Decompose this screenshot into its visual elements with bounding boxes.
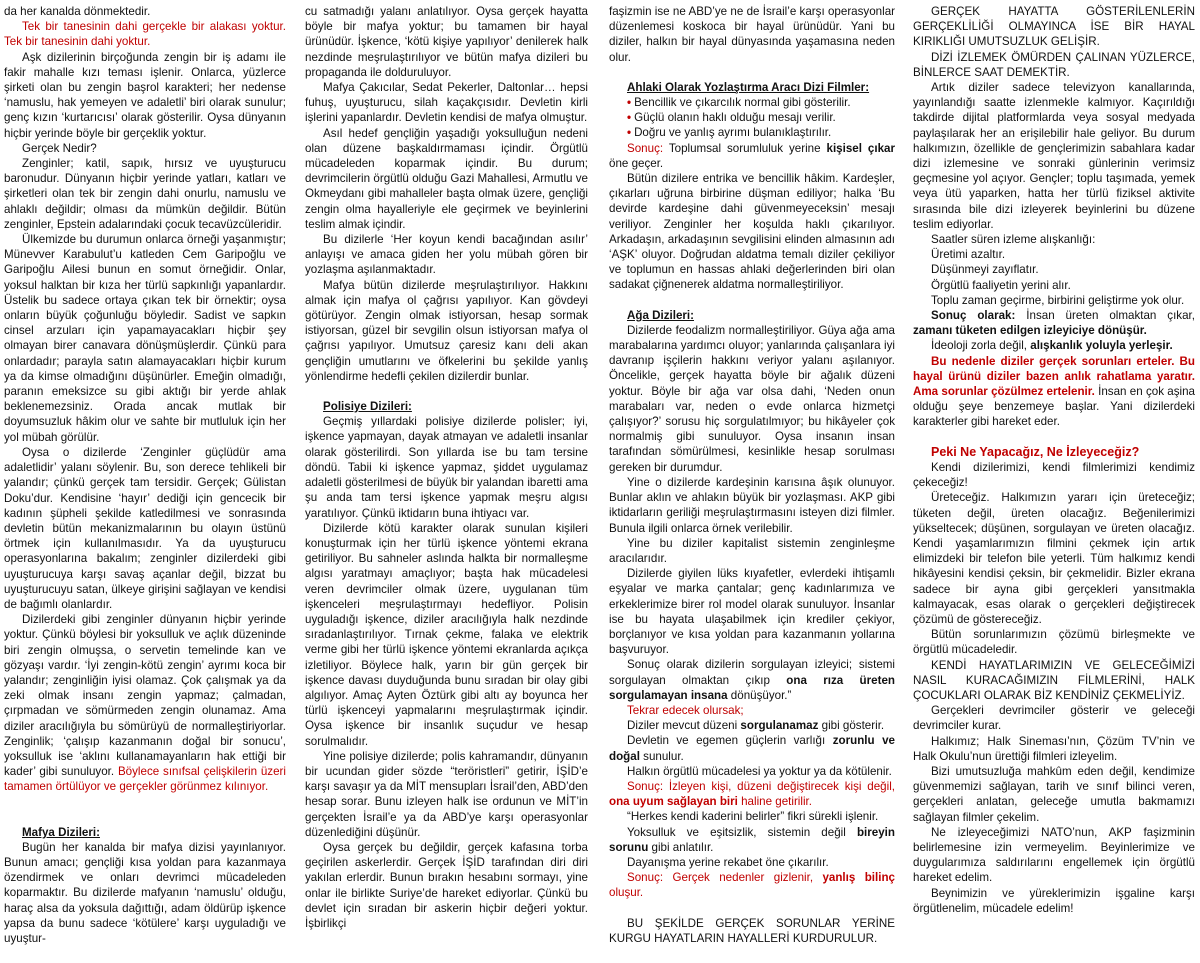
conclusion-text: haline getirilir.: [741, 795, 812, 809]
caps-statement: GERÇEK HAYATTA GÖSTERİLENLERİN GERÇEKLİLİĞİ OLMAYINCA İSE BİR HAYAL KIRIKLIĞI UMUTSUZLUK GELİŞİR.: [913, 5, 1195, 49]
paragraph-text: gibi anlatılır.: [651, 840, 714, 854]
paragraph: Bu dizilerle ‘Her koyun kendi bacağından asılır’ anlayışı ve amaca giden her yolu mübah gören bir yozlaşma aşılanmaktadır.: [305, 233, 588, 277]
paragraph: Ne izleyeceğimizi NATO’nun, AKP faşizminin belirlemesine izin vermeyelim. Beyinlerimize ve duygularımıza saldırılarını engellemek için örgütlü hareket edelim.: [913, 825, 1195, 885]
emphasis-text: sorgulanamaz: [740, 719, 819, 733]
recap-conclusion: [609, 870, 895, 900]
paragraph: Oysa gerçek bu değildir, gerçek kafasına torba geçirilen askerlerdir. Gerçek İŞİD tarafından diri diri yakılan erlerdir. Bunun bırakın hesabını sormayı, yine onlar ile birlikte Suriye’de hareket ediyorlar. Çünkü bu devlet için sıradan bir askerin hiçbir değeri yoktur. İşbirlikçi: [305, 840, 588, 930]
paragraph: Geçmiş yıllardaki polisiye dizilerde polisler; iyi, işkence yapmayan, dayak atmayan ve adaletli insanlar olarak gösterilirdi. Son yıllarda ise bu tam tersine döndü. Tabii ki işkence yapmaz, şiddet uygulamaz adaletli gösterilmesi de büyük bir yalandan ibaretti ama şu anda tam tersi işkence yapmak meşru algısı yaratılıyor. Çünkü iktidarın buna ihtiyacı var.: [305, 415, 588, 520]
recap-item: [609, 718, 895, 733]
emphasis-text: zorunlu ve doğal: [609, 734, 895, 763]
column-2: [305, 4, 588, 931]
recap-item: Halkın örgütlü mücadelesi ya yoktur ya da kötülenir.: [627, 764, 892, 778]
conclusion-text: oluşur.: [609, 886, 644, 900]
paragraph-text: Devletin ve egemen güçlerin varlığı: [627, 734, 826, 748]
recap-item: Dayanışma yerine rekabet öne çıkarılır.: [627, 855, 829, 869]
bullet-icon: •: [627, 111, 632, 125]
list-item: Toplu zaman geçirme, birbirini geliştirme yok olur.: [931, 293, 1185, 307]
section-heading-peki: Peki Ne Yapacağız, Ne İzleyeceğiz?: [931, 444, 1140, 459]
paragraph: Artık diziler sadece televizyon kanallarında, yayınlandığı saatte izlenmekle kalmıyor. Kaçırıldığı takdirde dijital platformlarda veya sosyal medyada paylaşılarak her an erişilebilir hale geliyor. Bu durum halkımızın, özellikle de gençlerimizin sabahlara kadar dizi izlemesine ve sonraki günlerinin verimsiz geçmesine yol açıyor. Gençler; toplu taşımada, yemek veya ütü yaparken, hatta her türlü fiziksel aktivite sırasında bile dizi izleyerek beyinlerini bu düzene teslim ediyorlar.: [913, 81, 1195, 231]
emphasis-text: alışkanlık yoluyla yerleşir.: [1030, 339, 1173, 353]
paragraph: Aşk dizilerinin birçoğunda zengin bir iş adamı ile fakir mahalle kızı teması işlenir. Onlarca, yüzlerce şirketi olan bu zengin başrol karakteri; her nedense ‘namuslu, hak yemeyen ve adaletli’ biri olarak sunulur; genç kızın ‘kurtarıcısı’ olarak gösterilir. Oysa dünyanın hiçbir yerinde böyle bir gerçeklik yoktur.: [4, 50, 286, 140]
paragraph: Bizi umutsuzluğa mahkûm eden değil, kendimize güvenmemizi sağlayan, tarih ve sınıf bilinci veren, gerçekleri anlatan, geleceğe umutla bakmamızı sağlayan filmler çekelim.: [913, 764, 1195, 824]
paragraph-text: Diziler mevcut düzeni: [627, 719, 738, 733]
recap-item: [609, 825, 895, 855]
bullet-item: [609, 125, 895, 140]
recap-item: “Herkes kendi kaderini belirler” fikri sürekli işlenir.: [627, 810, 879, 824]
column-1: [4, 4, 286, 946]
list-item: Örgütlü faaliyetin yerini alır.: [931, 278, 1071, 292]
bullet-item: [609, 95, 895, 110]
emphasis-text: bireyin sorunu: [609, 825, 895, 854]
bullet-item: [609, 110, 895, 125]
recap-item: [609, 733, 895, 763]
paragraph: da her kanalda dönmektedir.: [4, 5, 151, 18]
paragraph: [4, 612, 286, 794]
emphasis-text: kişisel çıkar: [826, 141, 895, 155]
section-heading-polisiye: Polisiye Dizileri:: [323, 400, 412, 414]
caps-statement: DİZİ İZLEMEK ÖMÜRDEN ÇALINAN YÜZLERCE, BİNLERCE SAAT DEMEKTİR.: [913, 50, 1195, 79]
paragraph: Kendi dizilerimizi, kendi filmlerimizi kendimiz çekeceğiz!: [913, 460, 1195, 490]
bullet-text: Güçlü olanın haklı olduğu mesajı verilir.: [634, 111, 836, 125]
column-3: [609, 4, 895, 946]
conclusion-text: Sonuç: İzleyen kişi, düzeni değiştirecek kişi değil,: [627, 779, 895, 793]
paragraph: Bütün sorunlarımızın çözümü birleşmekte ve örgütlü mücadeledir.: [913, 628, 1195, 657]
paragraph: Üreteceğiz. Halkımızın yararı için üreteceğiz; tüketen değil, üreten olacağız. Beğenilerimizi yükseltecek; düşünen, sorgulayan ve üreten olacağız. Kendi yaşamlarımızın filmini çekmek için artık elimizdeki bir telefon bile yeterli. Tüm halkımız kendi hikâyesini kendisi çeksin, bir çekmelidir. Bizler ekrana sadece bir ayna gibi gerçekleri yansıtmakla kalmayacak, esas olarak o gerçekleri değiştirecek çözümü de göstereceğiz.: [913, 491, 1195, 626]
bullet-text: Bencillik ve çıkarcılık normal gibi gösterilir.: [634, 96, 851, 110]
paragraph: [913, 338, 1195, 353]
paragraph: Yine o dizilerde kardeşinin karısına âşık olunuyor. Bunlar aklın ve ahlakın büyük bir yozlaşması. AKP gibi iktidarların geriliği meşrulaştırmasını isteyen dizi filmler. Bunula ilgili onlarca örnek verilebilir.: [609, 475, 895, 535]
paragraph-text: İdeoloji zorla değil,: [931, 339, 1028, 353]
paragraph: Zenginler; katil, sapık, hırsız ve uyuşturucu baronudur. Dünyanın hiçbir yerinde yatları, katları ve şirketleri olan tek bir zengin dahi onurlu, namuslu ve ahlaklı değildir; olması da mümkün değildir. Bütün zenginler, Epstein adalarındaki çocuk tecavüzcüleridir.: [4, 157, 286, 231]
section-heading-mafya: Mafya Dizileri:: [22, 825, 100, 839]
section-heading-aga: Ağa Dizileri:: [627, 308, 694, 322]
closing-statement: BU ŞEKİLDE GERÇEK SORUNLAR YERİNE KURGU HAYATLARIN HAYALLERİ KURDURULUR.: [609, 916, 895, 945]
paragraph-text: gibi gösterir.: [821, 719, 885, 733]
section-heading-ahlak: Ahlaki Olarak Yozlaştırma Aracı Dizi Filmler:: [627, 80, 870, 94]
paragraph: Bugün her kanalda bir mafya dizisi yayınlanıyor. Bunun amacı; gençliği kısa yoldan para kazanmaya özendirmek ve onları devrimci mücadeleden koparmaktır. Bu dizilerde mafyanın ‘namuslu’ olduğu, haraç alsa da yoksula dağıttığı, adam öldürüp işkence yapsa da bunu sadece ‘kötülere’ karşı uyguladığı ve uyuştur-: [4, 840, 286, 945]
conclusion: [913, 308, 1195, 338]
conclusion: [609, 141, 895, 171]
paragraph: Dizilerde giyilen lüks kıyafetler, evlerdeki ihtişamlı eşyalar ve marka çantalar; genç kadınlarımıza ve erkeklerimize birer rol model olarak sunuluyor. İnsanlar ise bu hayata ulaşabilmek için krediler çekiyor, borçlanıyor ve kısa yoldan para kazanmanın yollarına başvuruyor.: [609, 567, 895, 657]
emphasis-text: zamanı tüketen edilgen izleyiciye dönüşür.: [913, 324, 1147, 338]
paragraph: Halkımız; Halk Sineması’nın, Çözüm TV’nin ve Halk Okulu’nun ürettiği filmleri izleyelim.: [913, 734, 1195, 763]
bullet-text: Doğru ve yanlış ayrımı bulanıklaştırılır.: [634, 126, 832, 140]
conclusion-text: öne geçer.: [609, 156, 664, 170]
paragraph: Yine polisiye dizilerde; polis kahramandır, dünyanın bir ucundan gider sözde “teröristleri” getirir, İŞİD’e karşı savaşır ya da MİT mensupları İsrail’den, ABD’den hesap sorar. Bunu izleyen halk ise ordunun ve MİT’in gerçekten İsrail’e ya da ABD’ye karşı operasyonlar düzenlediğini düşünür.: [305, 749, 588, 839]
paragraph: Beynimizin ve yüreklerimizin işgaline karşı örgütlenelim, mücadele edelim!: [913, 886, 1195, 915]
highlight-paragraph: Tek bir tanesinin dahi gerçekle bir alakası yoktur. Tek bir tanesinin dahi yoktur.: [4, 20, 286, 49]
paragraph: faşizmin ise ne ABD’ye ne de İsrail’e karşı operasyonlar düzenlemesi koskoca bir hayal ürünüdür. Yani bu diziler, halkın bir hayal dünyasında yaşamasına neden olur.: [609, 5, 895, 64]
emphasis-text: ona uyum sağlayan biri: [609, 795, 738, 809]
paragraph-text: sunulur.: [643, 749, 684, 763]
list-item: Üretimi azaltır.: [931, 248, 1006, 262]
column-4: [913, 4, 1195, 916]
emphasis-text: yanlış bilinç: [822, 871, 895, 885]
emphasis-text: ona rıza üreten sorgulamayan insana: [609, 673, 895, 702]
question-line: Gerçek Nedir?: [22, 141, 97, 155]
paragraph: Gerçekleri devrimciler gösterir ve geleceği devrimciler kurar.: [913, 704, 1195, 733]
conclusion-text: Toplumsal sorumluluk yerine: [668, 141, 821, 155]
recap-label: Tekrar edecek olursak;: [627, 703, 744, 717]
paragraph-text: dönüşüyor.”: [730, 688, 792, 702]
paragraph-text: Dizilerdeki gibi zenginler dünyanın hiçbir yerinde yoktur. Çünkü böylesi bir yoksulluk ve açlık düzeninde biri zengin olmuşsa, o servetin temelinde kan ve gözyaşı vardır. ‘İyi zengin-kötü zengin’ ayrımı koca bir yalandır; zenginliğin iyisi olamaz. Çok çalışmak ya da zeki olmak insanı zengin yapmaz; çalmadan, çırpmadan ve sömürmeden zengin olunamaz. Ama diziler aracılığıyla bu sömürüyü de normalleştiriyorlar. Zenginlik; ‘çalışıp kazanmanın doğal bir sonucu’, yoksulluk ise ‘aklını kullanamayanların hak ettiği bir kader’ gibi sunuluyor.: [4, 613, 286, 779]
paragraph-text: Yoksulluk ve eşitsizlik, sistemin değil: [627, 825, 846, 839]
paragraph: Yine bu diziler kapitalist sistemin zenginleşme aracılarıdır.: [609, 536, 895, 565]
paragraph: cu satmadığı yalanı anlatılıyor. Oysa gerçek hayatta böyle bir mafya yoktur; bu tamamen bir hayal ürünüdür. İşkence, ‘kötü kişiye yapılıyor’ denilerek halk nezdinde meşrulaştırılıyor ve bütün mafya dizileri bu propaganda ile dolduruluyor.: [305, 5, 588, 79]
paragraph: Mafya bütün dizilerde meşrulaştırılıyor. Hakkını almak için mafya ol çağrısı yapılıyor. Kan gövdeyi götürüyor. Zengin olmak istiyorsan, hesap sormak istiyorsan, güzel bir sevgilin olsun istiyorsan mafya ol çağrısı yapılıyor. Umutsuz çaresiz kanı deli akan gençliğin umutlarını ve öfkelerini bu şekilde yanlış yönlendirme hedefli çekilen dizilerdir bunlar.: [305, 278, 588, 383]
conclusion-text: Sonuç: Gerçek nedenler gizlenir,: [627, 871, 814, 885]
conclusion-text: İnsan üreten olmaktan çıkar,: [1026, 309, 1195, 323]
paragraph: Oysa o dizilerde ‘Zenginler güçlüdür ama adaletlidir’ yalanı söylenir. Bu, son derece tehlikeli bir yalandır; çünkü gerçek tam tersidir. Gerçek; Gülistan Doku’dur. Kendisine ‘hayır’ dediği için gencecik bir kadının şüpheli şekilde katledilmesi ve sonrasında devletin bütün mekanizmalarının bu olayın üstünü örtmek için kullanılmasıdır. Ya da uyuşturucu operasyonlarına bakalım; zenginler dizilerdeki gibi uyuşturucuya karşı savaş açanlar değil, bizzat bu uyuşturucuyu satan, ülkeye girişini sağlayan ve kendisi de bağımlı olanlardır.: [4, 445, 286, 611]
paragraph: Ülkemizde bu durumun onlarca örneği yaşanmıştır; Münevver Karabulut’u katleden Cem Garipoğlu ve Garipoğlu Ailesi bunun en somut örneğidir. Onlar, yoksul halktan bir kıza her türlü sapkınlığı yapanlardır. Üstelik bu sadece ortaya çıkan tek bir örnektir; oysa onların büyük çoğunluğu böyledir. Sadist ve sapkın cinsel arzuları için yapamayacakları hiçbir şey olmayan birer canavara dönüşmüşlerdir. Çünkü para onlardadır; parayla satın alamayacakları hiçbir kurum ya da kimse olmadığını düşünürler. Emeğin olmadığı, paranın emeksizce su gibi aktığı bir yerde ahlak beklenemezsiniz. Orada ancak mutlak bir doyumsuzluk hâkim olur ve sahte bir mutluluk için her yol mübah görülür.: [4, 233, 286, 444]
paragraph: [609, 657, 895, 703]
paragraph-text: İnsan en çok aşina olduğu şeye benzemeye başlar. Yani dizilerdeki karakterler gibi hareket eder.: [913, 385, 1195, 429]
conclusion-label: Sonuç olarak:: [931, 309, 1016, 323]
paragraph: Dizilerde kötü karakter olarak sunulan kişileri konuşturmak için her türlü işkence yöntemi ekrana getiriliyor. Bu sahneler aslında halkta bir normalleşme algısı yaratmayı amaçlıyor; başta hak mücadelesi veren devrimciler olmak üzere, uygulanan tüm işkenceleri meşrulaştırmayı hedefliyor. Polisin uyguladığı işkence, diziler aracılığıyla halk nezdinde sıradanlaştırılıyor. Tırnak çekme, falaka ve elektrik verme gibi her türlü işkence yöntemi ekranlarda açıkça izletiliyor. Böylece halk, yarın bir gün gerçek bir işkence davası duyduğunda bunu sıradan bir olay gibi algılıyor. Amaç Ayten Öztürk gibi altı ay boyunca her türlü işkenceyi yapmalarını meşrulaştırmak içindir. Oysa işkence bir insanlık suçudur ve hesap sorulmalıdır.: [305, 521, 588, 748]
list-item: Düşünmeyi zayıflatır.: [931, 263, 1039, 277]
bullet-icon: •: [627, 126, 632, 140]
paragraph-text: Sonuç olarak dizilerin sorgulayan izleyici; sistemi sorgulayan olmaktan çıkıp: [609, 658, 895, 687]
paragraph: [913, 354, 1195, 430]
list-intro: Saatler süren izleme alışkanlığı:: [931, 233, 1096, 247]
highlight-text: Bu nedenle diziler gerçek sorunları erteler. Bu hayal ürünü diziler bazen anlık rahatlama yaratır. Ama sorunlar çözülmez ertelenir.: [913, 354, 1195, 399]
paragraph: Bütün dizilere entrika ve bencillik hâkim. Kardeşler, çıkarları uğruna birbirine düşman ediliyor; halka ‘Bu devirde kardeşine dahi güvenmeyeceksin’ mesajı veriliyor. Zenginler her koşulda haklı çıkarılıyor. Arkadaşın, arkadaşının sevgilisini elinden almasının adı ‘AŞK’ oluyor. Doğrudan aldatma temalı diziler çekiliyor ve toplumun en hassas ahlaki değerlerinden biri olan sadakat çiğnenerek aldatma normalleştiriliyor.: [609, 172, 895, 292]
paragraph: Mafya Çakıcılar, Sedat Pekerler, Daltonlar… hepsi fuhuş, uyuşturucu, silah kaçakçısıdır. Devletin kirli işlerini yapanlardır. Devletin kendisi de mafya olmuştur.: [305, 81, 588, 125]
bullet-icon: •: [627, 96, 632, 110]
paragraph: Asıl hedef gençliğin yaşadığı yoksulluğun nedeni olan düzene başkaldırmaması içindir. Örgütlü mücadeleden koparmak içindir. Bu durum; devrimcilerin örgütlü olduğu Gazi Mahallesi, Armutlu ve Okmeydanı gibi mahalleler başta olmak üzere, gençliği zengin olma hayalleriyle ele geçirmek ve beyinlerini teslim almak içindir.: [305, 126, 588, 231]
caps-statement: KENDİ HAYATLARIMIZIN VE GELECEĞİMİZİ NASIL KURACAĞIMIZIN FİLMLERİNİ, HALK ÇOCUKLARI OLARAK BİZ KENDİNİZ ÇEKMELİYİZ.: [913, 658, 1195, 702]
recap-conclusion: [609, 779, 895, 809]
conclusion-label: Sonuç:: [627, 141, 664, 155]
highlight-text: Böylece sınıfsal çelişkilerin üzeri tamamen örtülüyor ve gerçekler görünmez kılınıyor.: [4, 765, 286, 794]
paragraph: Dizilerde feodalizm normalleştiriliyor. Güya ağa ama marabalarına yardımcı oluyor; yanlarında çalışanlara iyi davranıp işçilerin hakkını veriyor yalanı aşılanıyor. Öncelikle, gerçek hayatta böyle bir ağalık düzeni yoktur. Böyle bir ağa var olsa dahi, ‘Neden onun marabaları var, neden o evde onlarca hizmetçi çalışıyor?’ sorusu hiç sorgulatılmıyor; bu hikâyeler çok normalmiş gibi sunuluyor. Oysa insanın insan tarafından sömürülmesi, kesinlikle hesap sorulması gereken bir durumdur.: [609, 323, 895, 474]
